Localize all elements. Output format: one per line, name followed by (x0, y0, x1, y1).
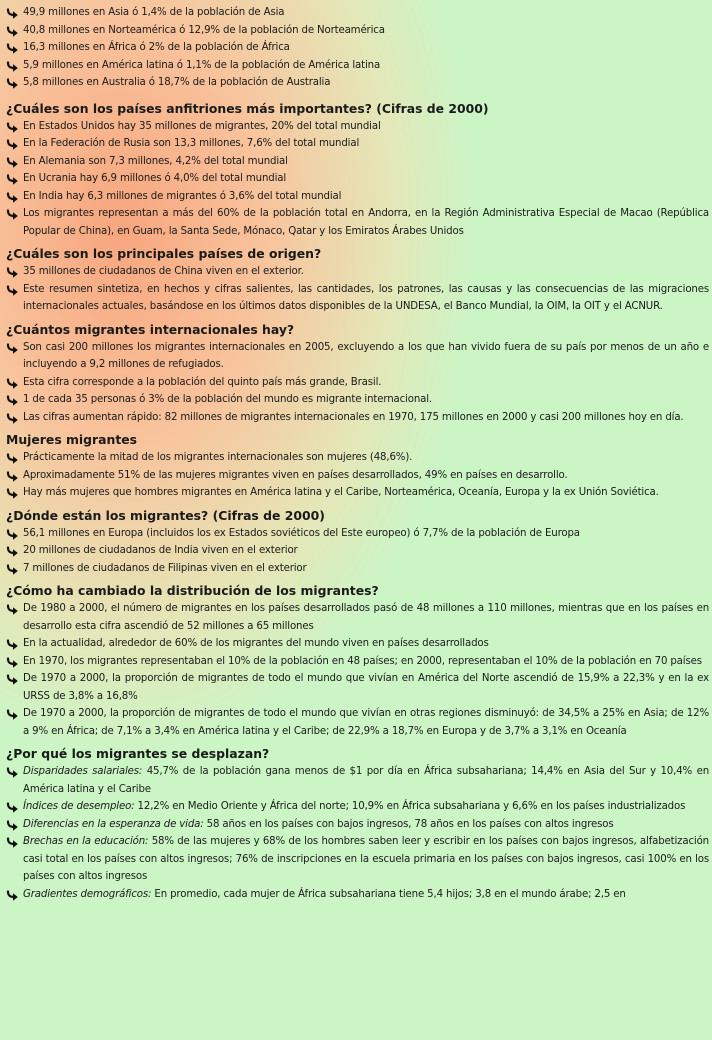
bullet-item-text: Son casi 200 millones los migrantes internacionales en 2005, excluyendo a los que han vivido fuera de su país por menos de un año e incluyendo a 9,2 millones de refugiados. (23, 341, 709, 370)
curved-arrow-bullet-icon (6, 816, 19, 833)
bullet-item (6, 705, 709, 740)
section-heading: ¿Cuáles son los países anfitriones más importantes? (Cifras de 2000) (6, 100, 489, 116)
curved-arrow-bullet-icon (6, 542, 19, 559)
curved-arrow-bullet-icon (6, 205, 19, 222)
bullet-item (6, 4, 709, 22)
bullet-item (6, 653, 709, 671)
bullet-item-text: En la Federación de Rusia son 13,3 millones, 7,6% del total mundial (23, 138, 360, 149)
bullet-item-text: Prácticamente la mitad de los migrantes internacionales son mujeres (48,6%). (23, 452, 413, 463)
bullet-item-text: 12,2% en Medio Oriente y África del norte; 10,9% en África subsahariana y 6,6% en los países industrializados (134, 801, 686, 812)
bullet-item-text: 5,9 millones en América latina ó 1,1% de la población de América latina (23, 59, 381, 71)
bullet-item-text: 56,1 millones en Europa (incluidos los ex Estados soviéticos del Este europeo) ó 7,7% de la población de Europa (23, 527, 580, 539)
curved-arrow-bullet-icon (6, 886, 19, 903)
bullet-item-text: En 1970, los migrantes representaban el 10% de la población en 48 países; en 2000, representaban el 10% de la población en 70 países (23, 655, 702, 667)
bullet-item-text: 40,8 millones en Norteamérica ó 12,9% de la población de Norteamérica (23, 24, 385, 36)
curved-arrow-bullet-icon (6, 600, 19, 617)
bullet-item-text: En promedio, cada mujer de África subsahariana tiene 5,4 hijos; 3,8 en el mundo árabe; 2,5 en (151, 888, 626, 900)
curved-arrow-bullet-icon (6, 653, 19, 670)
curved-arrow-bullet-icon (6, 170, 19, 187)
bullet-item (6, 449, 709, 467)
bullet-item-text: 20 millones de ciudadanos de India viven en el exterior (23, 545, 298, 556)
bullet-item (6, 39, 709, 57)
curved-arrow-bullet-icon (6, 118, 19, 135)
bullet-item (6, 205, 709, 240)
curved-arrow-bullet-icon (6, 763, 19, 780)
bullet-item-text: De 1980 a 2000, el número de migrantes en los países desarrollados pasó de 48 millones a 110 millones, mientras que en los países en desarrollo esta cifra ascendió de 52 millones a 65 millones (23, 603, 709, 632)
curved-arrow-bullet-icon (6, 4, 19, 21)
section-gap (6, 92, 709, 100)
bullet-item-label: Diferencias en la esperanza de vida: (23, 818, 204, 830)
bullet-item-text: En India hay 6,3 millones de migrantes ó 3,6% del total mundial (23, 190, 342, 202)
bullet-item (6, 188, 709, 206)
curved-arrow-bullet-icon (6, 39, 19, 56)
curved-arrow-bullet-icon (6, 467, 19, 484)
curved-arrow-bullet-icon (6, 22, 19, 39)
bullet-item (6, 484, 709, 502)
curved-arrow-bullet-icon (6, 705, 19, 722)
curved-arrow-bullet-icon (6, 391, 19, 408)
bullet-item-text: 16,3 millones en África ó 2% de la población de África (23, 42, 290, 53)
bullet-item (6, 635, 709, 653)
bullet-item-text: Este resumen sintetiza, en hechos y cifras salientes, las cantidades, los patrones, las causas y las consecuencias de las migraciones internacionales actuales, basándose en los últimos datos disponibles de la UNDESA, el Banco Mundial, la OIM, la OIT y el ACNUR. (23, 283, 709, 312)
bullet-item (6, 833, 709, 886)
curved-arrow-bullet-icon (6, 409, 19, 426)
bullet-item (6, 670, 709, 705)
bullet-item-text: 45,7% de la población gana menos de $1 por día en África subsahariana; 14,4% en Asia del Sur y 10,4% en América latina y el Caribe (23, 766, 709, 795)
section-heading: ¿Dónde están los migrantes? (Cifras de 2000) (6, 507, 325, 523)
curved-arrow-bullet-icon (6, 153, 19, 170)
section-heading: ¿Cuáles son los principales países de origen? (6, 246, 322, 261)
bullet-item (6, 525, 709, 543)
bullet-item-text: Aproximadamente 51% de las mujeres migrantes viven en países desarrollados, 49% en países en desarrollo. (23, 469, 568, 481)
curved-arrow-bullet-icon (6, 281, 19, 298)
bullet-item (6, 153, 709, 171)
bullet-item-text: 58% de las mujeres y 68% de los hombres saben leer y escribir en los países con bajos ingresos, alfabetización casi total en los países con altos ingresos; 76% de inscripciones en la escuela primaria en los países con bajos ingresos, casi 100% en los países con altos ingresos (23, 836, 709, 882)
bullet-item (6, 816, 709, 834)
bullet-item-text: 49,9 millones en Asia ó 1,4% de la población de Asia (23, 7, 285, 18)
bullet-item-text: En Alemania son 7,3 millones, 4,2% del total mundial (23, 155, 288, 167)
curved-arrow-bullet-icon (6, 798, 19, 815)
curved-arrow-bullet-icon (6, 833, 19, 850)
bullet-item-text: En Ucrania hay 6,9 millones ó 4,0% del total mundial (23, 173, 287, 184)
section-heading: ¿Por qué los migrantes se desplazan? (6, 746, 270, 761)
curved-arrow-bullet-icon (6, 135, 19, 152)
bullet-item (6, 409, 709, 427)
bullet-item (6, 135, 709, 153)
bullet-item-text: Las cifras aumentan rápido: 82 millones de migrantes internacionales en 1970, 175 millones en 2000 y casi 200 millones hoy en día. (23, 411, 684, 423)
bullet-item-text: Hay más mujeres que hombres migrantes en América latina y el Caribe, Norteamérica, Oceanía, Europa y la ex Unión Soviética. (23, 487, 659, 498)
bullet-item-label: Brechas en la educación: (23, 836, 149, 847)
curved-arrow-bullet-icon (6, 560, 19, 577)
curved-arrow-bullet-icon (6, 263, 19, 280)
section-heading: Mujeres migrantes (6, 432, 138, 447)
bullet-item (6, 560, 709, 578)
curved-arrow-bullet-icon (6, 188, 19, 205)
bullet-item-text: Esta cifra corresponde a la población del quinto país más grande, Brasil. (23, 376, 382, 388)
bullet-item (6, 600, 709, 635)
curved-arrow-bullet-icon (6, 57, 19, 74)
bullet-item-label: Gradientes demográficos: (23, 888, 152, 900)
curved-arrow-bullet-icon (6, 374, 19, 391)
bullet-item-text: 58 años en los países con bajos ingresos, 78 años en los países con altos ingresos (203, 818, 614, 830)
curved-arrow-bullet-icon (6, 635, 19, 652)
bullet-item-label: Índices de desempleo: (23, 801, 135, 812)
bullet-item (6, 263, 709, 281)
bullet-item-text: 35 millones de ciudadanos de China viven en el exterior. (23, 266, 304, 277)
bullet-item (6, 467, 709, 485)
section-heading: ¿Cómo ha cambiado la distribución de los migrantes? (6, 583, 379, 598)
bullet-item (6, 74, 709, 92)
bullet-item (6, 339, 709, 374)
bullet-item-text: En Estados Unidos hay 35 millones de migrantes, 20% del total mundial (23, 120, 381, 132)
bullet-item (6, 798, 709, 816)
bullet-item-text: De 1970 a 2000, la proporción de migrantes de todo el mundo que vivían en América del Norte ascendió de 15,9% a 22,3% y en la ex URSS de 3,8% a 16,8% (23, 673, 709, 702)
bullet-item (6, 57, 709, 75)
bullet-item-text: De 1970 a 2000, la proporción de migrantes de todo el mundo que vivían en otras regiones disminuyó: de 34,5% a 25% en Asia; de 12% a 9% en África; de 7,1% a 3,4% en América latina y el Caribe; de 22,9% a 18,7% en Europa y de 3,7% a 3,1% en Oceanía (23, 708, 709, 737)
curved-arrow-bullet-icon (6, 449, 19, 466)
bullet-item (6, 170, 709, 188)
bullet-item (6, 542, 709, 560)
bullet-item (6, 391, 709, 409)
bullet-item (6, 374, 709, 392)
section-heading: ¿Cuántos migrantes internacionales hay? (6, 321, 295, 337)
curved-arrow-bullet-icon (6, 339, 19, 356)
bullet-item-text: Los migrantes representan a más del 60% de la población total en Andorra, en la Región Administrativa Especial de Macao (República Popular de China), en Guam, la Santa Sede, Mónaco, Qatar y los Emiratos Árabes Unidos (23, 208, 709, 237)
curved-arrow-bullet-icon (6, 670, 19, 687)
bullet-item-text: 5,8 millones en Australia ó 18,7% de la población de Australia (23, 77, 331, 88)
curved-arrow-bullet-icon (6, 525, 19, 542)
bullet-item-text: En la actualidad, alrededor de 60% de los migrantes del mundo viven en países desarrollados (23, 638, 489, 649)
bullet-item-label: Disparidades salariales: (23, 766, 143, 777)
bullet-item (6, 763, 709, 798)
bullet-item (6, 22, 709, 40)
bullet-item-text: 1 de cada 35 personas ó 3% de la población del mundo es migrante internacional. (23, 394, 432, 405)
bullet-item-text: 7 millones de ciudadanos de Filipinas viven en el exterior (23, 562, 307, 574)
curved-arrow-bullet-icon (6, 74, 19, 91)
bullet-item (6, 118, 709, 136)
curved-arrow-bullet-icon (6, 484, 19, 501)
bullet-item (6, 281, 709, 316)
bullet-item (6, 886, 709, 904)
